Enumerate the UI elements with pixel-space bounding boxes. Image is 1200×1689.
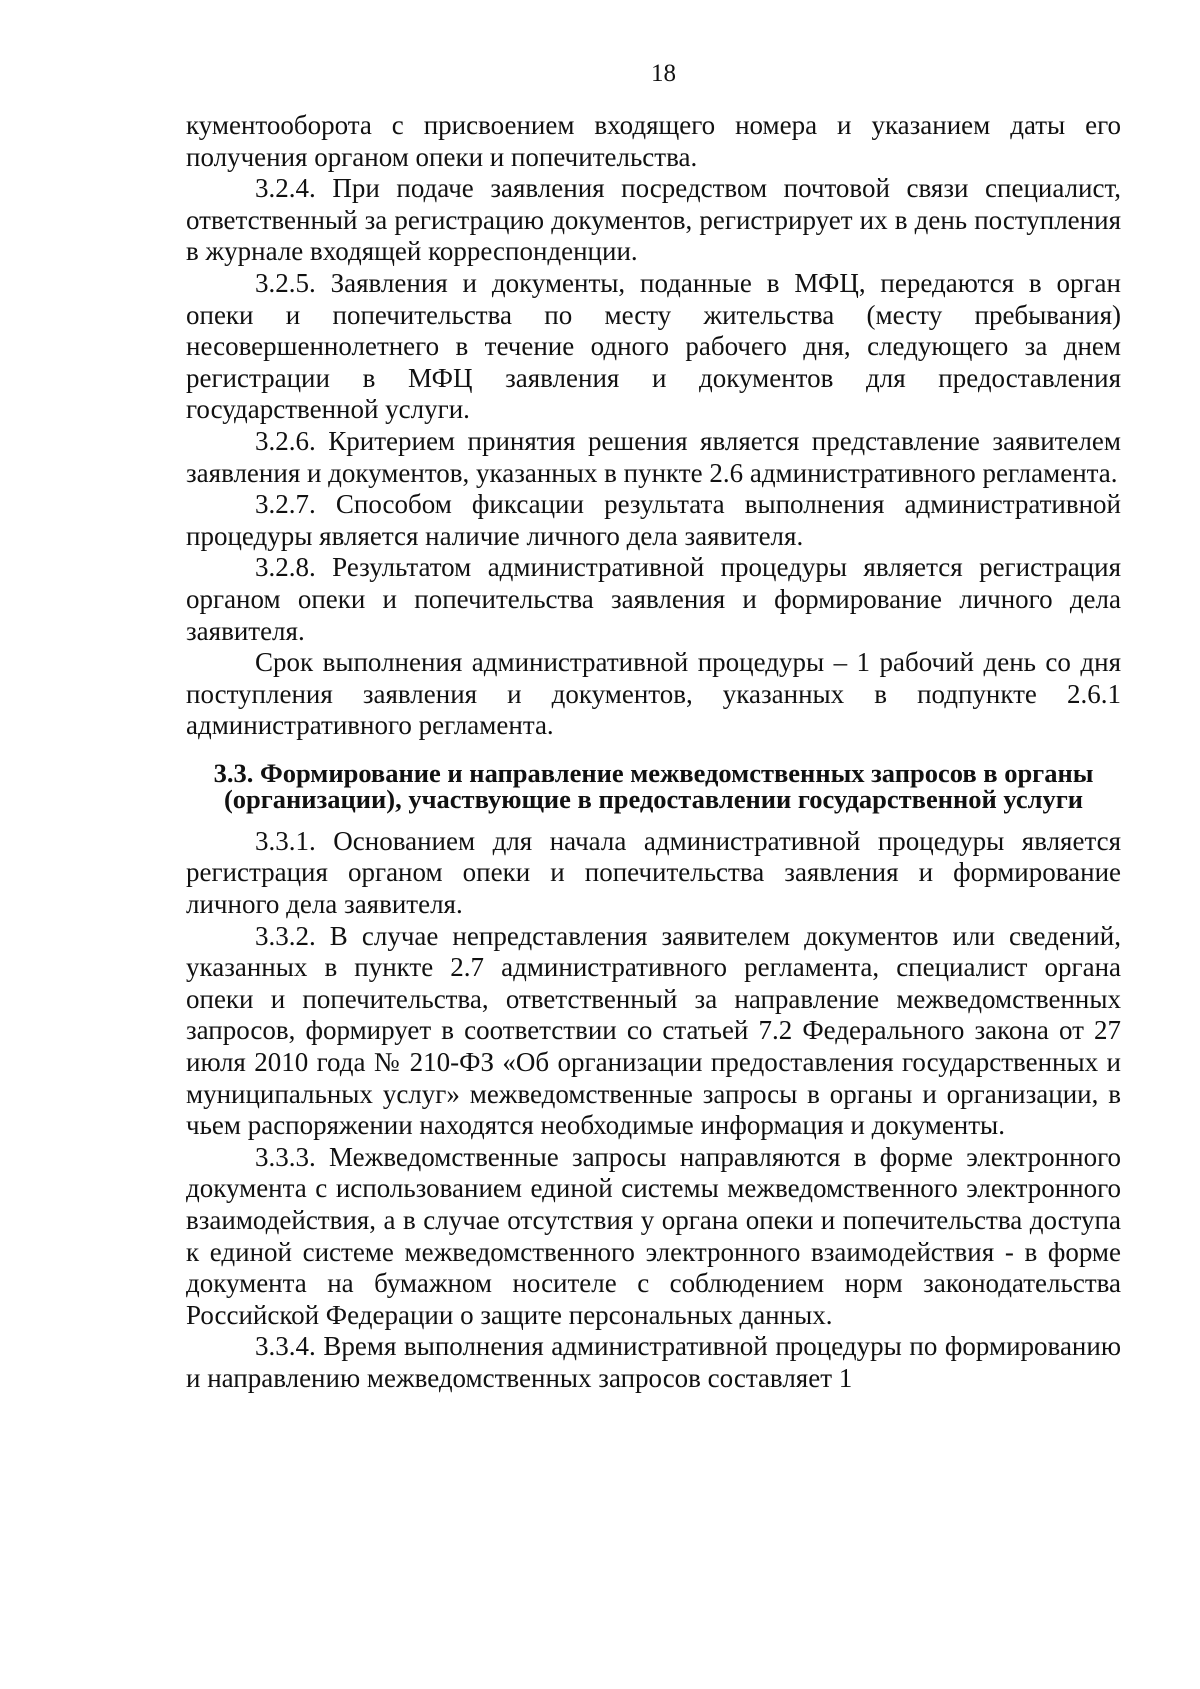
paragraph-3-2-6: 3.2.6. Критерием принятия решения является представление заявителем заявления и документов, указанных в пункте 2.6 административного регламента. [186,425,1121,488]
paragraph-3-2-5: 3.2.5. Заявления и документы, поданные в МФЦ, передаются в орган опеки и попечительства по месту жительства (месту пребывания) несовершеннолетнего в течение одного рабочего дня, следующего за днем регистрации в МФЦ заявления и документов для предоставления государственной услуги. [186,267,1121,425]
section-heading-3-3: 3.3. Формирование и направление межведомственных запросов в органы (организации), участвующие в предоставлении государственной услуги [213,757,1094,814]
paragraph-3-3-4: 3.3.4. Время выполнения административной процедуры по формированию и направлению межведомственных запросов составляет 1 [186,1331,1121,1393]
paragraph-3-3-2: 3.3.2. В случае непредставления заявителем документов или сведений, указанных в пункте 2.7 административного регламента, специалист органа опеки и попечительства, ответственный за направление межведомственных запросов, формирует в соответствии со статьей 7.2 Федерального закона от 27 июля 2010 года № 210-ФЗ «Об организации предоставления государственных и муниципальных услуг» межведомственные запросы в органы и организации, в чьем распоряжении находятся необходимые информация и документы. [186,920,1121,1141]
paragraph-3-2-8: 3.2.8. Результатом административной процедуры является регистрация органом опеки и попечительства заявления и формирование личного дела заявителя. [186,552,1121,646]
document-page [186,58,1121,1395]
paragraph-3-2-7: 3.2.7. Способом фиксации результата выполнения административной процедуры является наличие личного дела заявителя. [186,489,1121,551]
paragraph-3-3-1: 3.3.1. Основанием для начала административной процедуры является регистрация органом опеки и попечительства заявления и формирование личного дела заявителя. [186,825,1121,920]
paragraph-3-2-4: 3.2.4. При подаче заявления посредством почтовой связи специалист, ответственный за регистрацию документов, регистрирует их в день поступления в журнале входящей корреспонденции. [186,173,1121,267]
paragraph-3-3-3: 3.3.3. Межведомственные запросы направляются в форме электронного документа с использованием единой системы межведомственного электронного взаимодействия, а в случае отсутствия у органа опеки и попечительства доступа к единой системе межведомственного электронного взаимодействия - в форме документа на бумажном носителе с соблюдением норм законодательства Российской Федерации о защите персональных данных. [186,1141,1121,1330]
page-number: 18 [651,60,676,87]
paragraph-term: Срок выполнения административной процедуры – 1 рабочий день со дня поступления заявления и документов, указанных в подпункте 2.6.1 административного регламента. [186,647,1121,741]
paragraph-continuation: кументооборота с присвоением входящего номера и указанием даты его получения органом опеки и попечительства. [186,110,1121,172]
